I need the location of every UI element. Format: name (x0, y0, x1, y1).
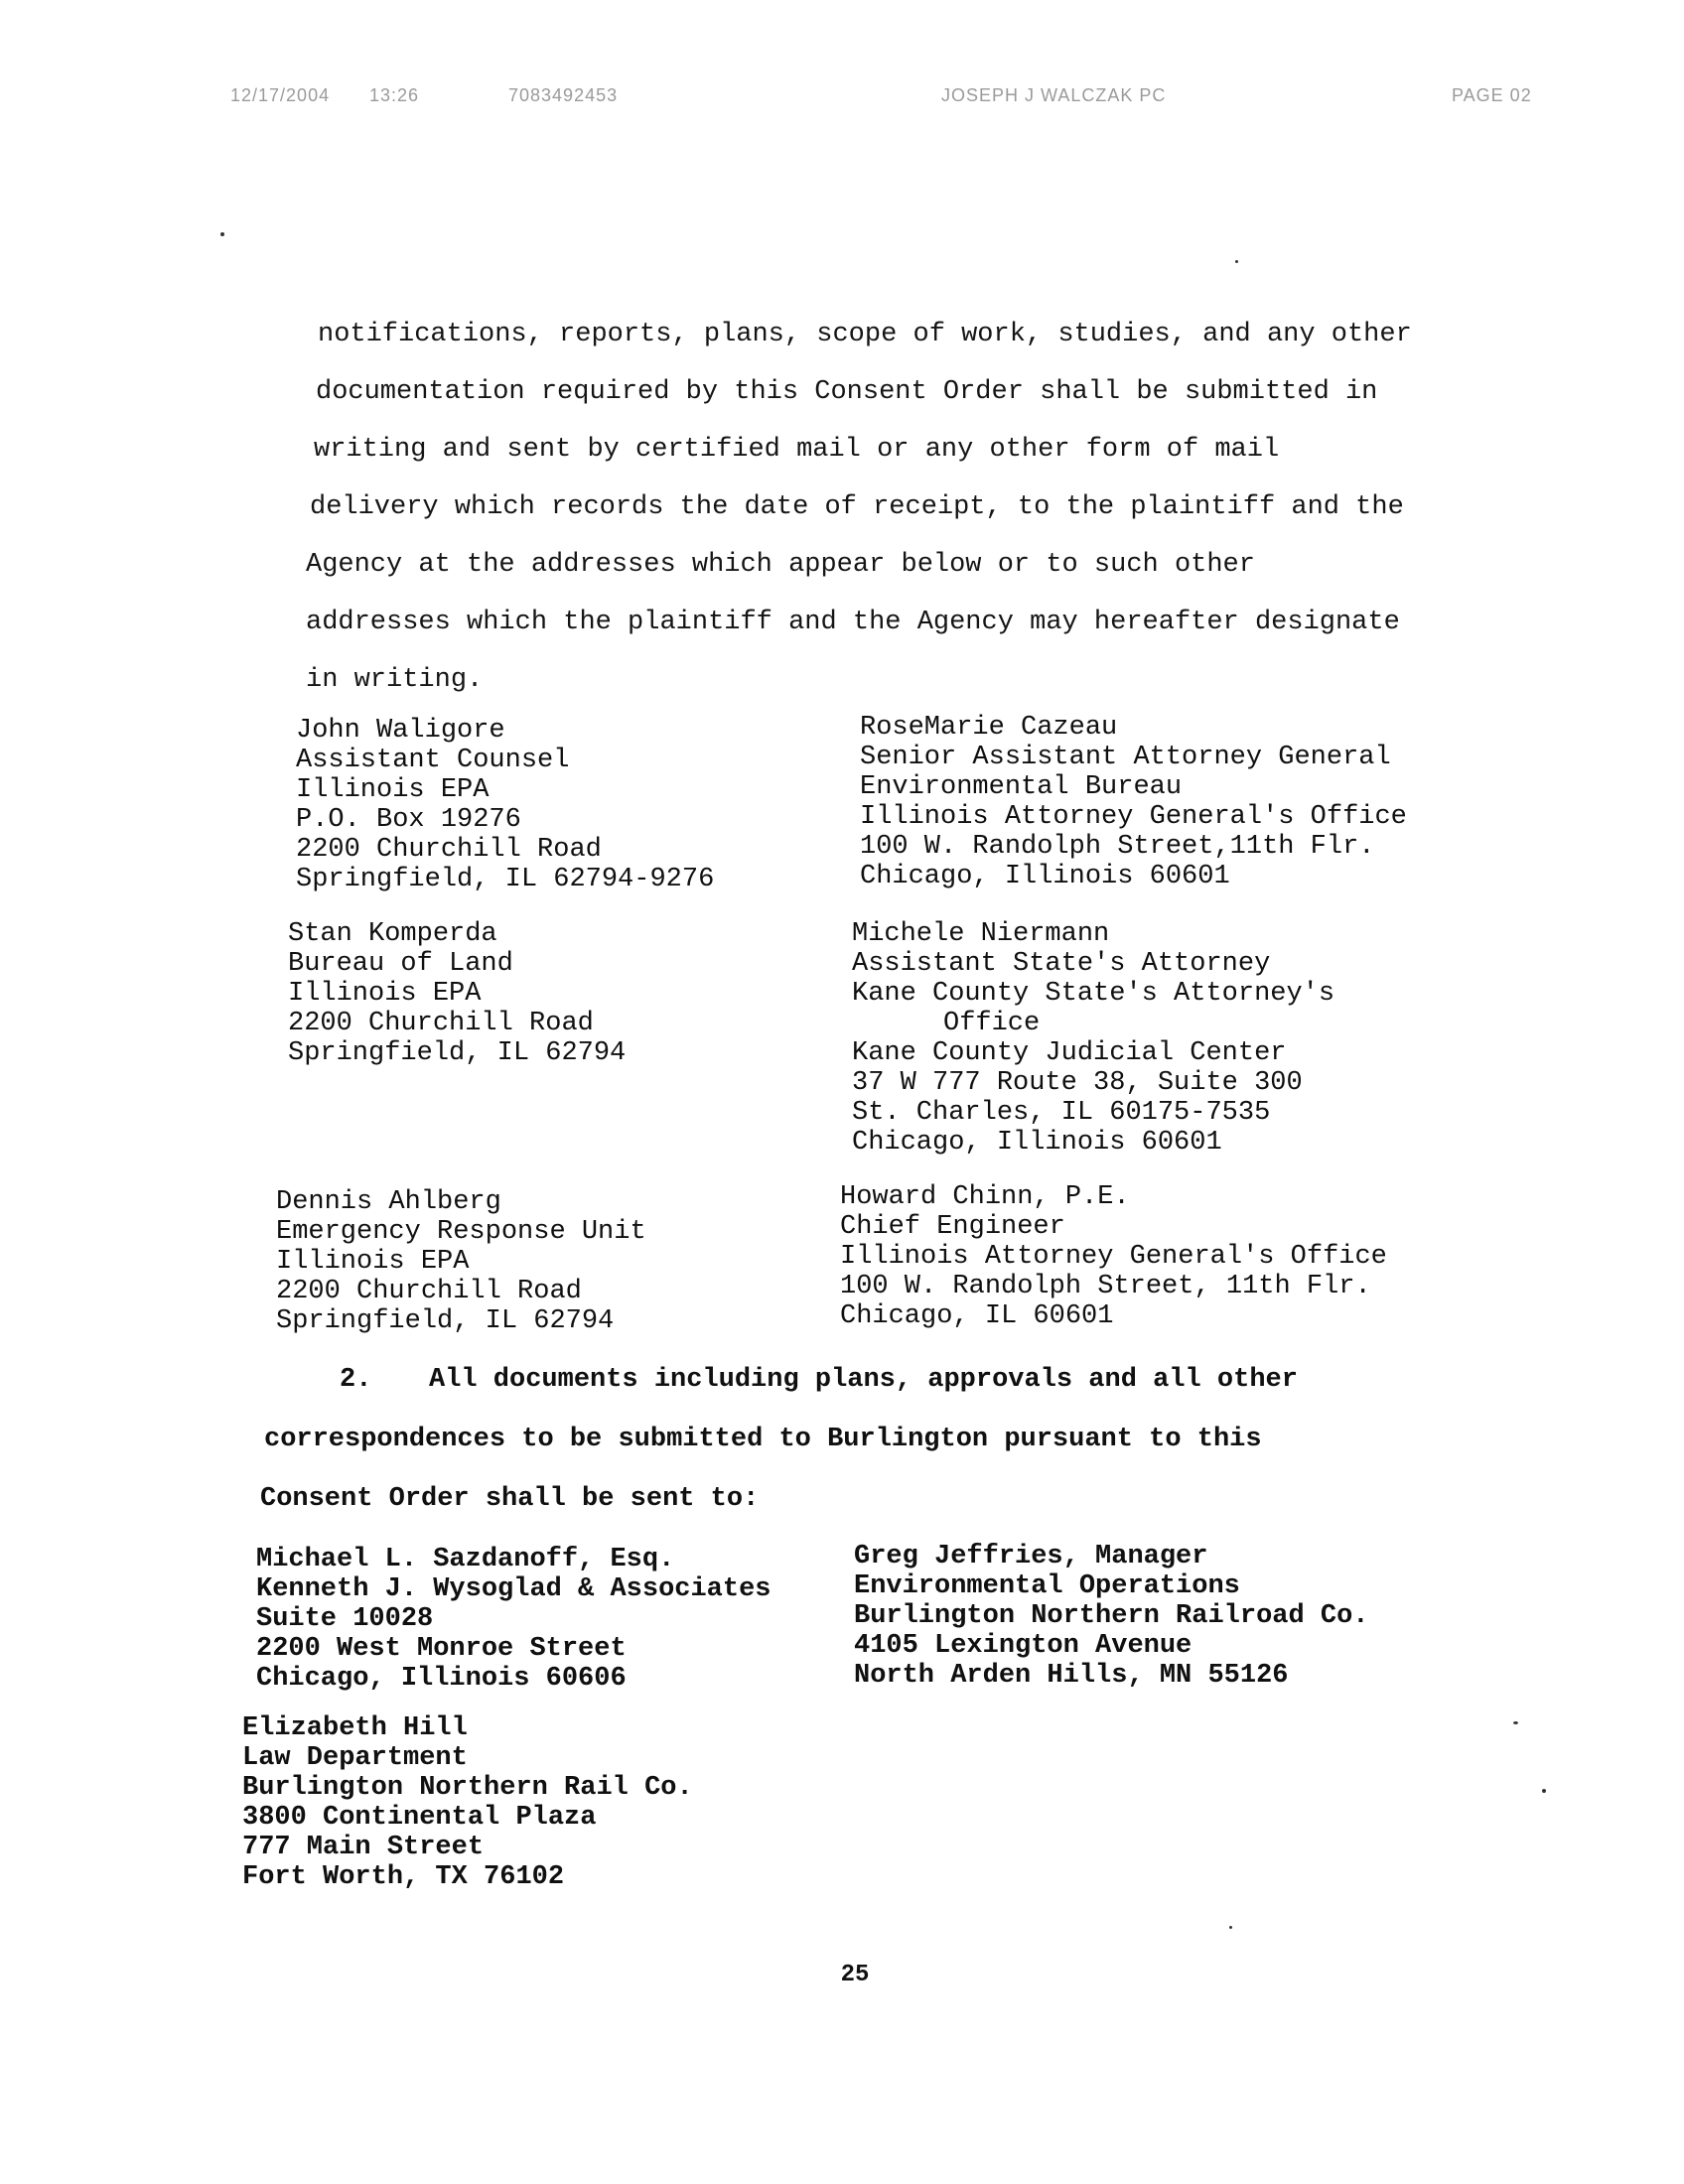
address-line: Emergency Response Unit (276, 1217, 646, 1247)
address-line: Kenneth J. Wysoglad & Associates (256, 1574, 772, 1604)
intro-line: writing and sent by certified mail or any other form of mail (314, 435, 1280, 465)
address-line: Burlington Northern Railroad Co. (854, 1601, 1369, 1631)
address-line: 100 W. Randolph Street,11th Flr. (860, 832, 1375, 862)
address-line: Greg Jeffries, Manager (854, 1542, 1208, 1571)
address-block (296, 716, 714, 894)
intro-line: Agency at the addresses which appear below or to such other (306, 550, 1255, 580)
fax-sender: JOSEPH J WALCZAK PC (941, 85, 1167, 105)
address-line: Chicago, Illinois 60601 (852, 1128, 1222, 1158)
address-line: Chicago, Illinois 60606 (256, 1664, 627, 1694)
address-line: RoseMarie Cazeau (860, 713, 1118, 743)
intro-line: in writing. (306, 665, 484, 695)
address-line: Chicago, IL 60601 (840, 1301, 1114, 1331)
address-line: Senior Assistant Attorney General (860, 743, 1391, 772)
paragraph-text: All documents including plans, approvals and all other (429, 1365, 1298, 1395)
intro-line: notifications, reports, plans, scope of work, studies, and any other (318, 320, 1412, 349)
intro-line: addresses which the plaintiff and the Agency may hereafter designate (306, 608, 1400, 637)
address-block (288, 919, 626, 1068)
address-line: Burlington Northern Rail Co. (242, 1773, 693, 1803)
address-block (852, 919, 1334, 1158)
scan-speck (1235, 260, 1238, 263)
address-line: Illinois EPA (296, 775, 490, 805)
address-line: Illinois Attorney General's Office (860, 802, 1407, 832)
address-line: 2200 Churchill Road (276, 1277, 582, 1306)
address-line: 4105 Lexington Avenue (854, 1631, 1193, 1661)
fax-number: 7083492453 (508, 85, 619, 105)
address-line: Springfield, IL 62794 (288, 1038, 627, 1068)
address-line: Law Department (242, 1743, 468, 1773)
address-line: Michael L. Sazdanoff, Esq. (256, 1545, 675, 1574)
address-line: Illinois EPA (288, 979, 482, 1009)
intro-paragraph (306, 306, 1597, 709)
address-line: 100 W. Randolph Street, 11th Flr. (840, 1272, 1371, 1301)
paragraph-number: 2. (340, 1365, 372, 1395)
address-block (860, 713, 1407, 891)
fax-date: 12/17/2004 (230, 85, 331, 105)
address-line: Fort Worth, TX 76102 (242, 1862, 565, 1892)
address-line: 777 Main Street (242, 1833, 485, 1862)
address-line: 2200 Churchill Road (296, 835, 602, 865)
address-block (276, 1187, 646, 1336)
paragraph-2-line: Consent Order shall be sent to: (260, 1484, 760, 1514)
address-line: 2200 Churchill Road (288, 1009, 594, 1038)
address-line: Kane County Judicial Center (852, 1038, 1287, 1068)
address-line: Suite 10028 (256, 1604, 434, 1634)
address-line: St. Charles, IL 60175-7535 (852, 1098, 1271, 1128)
scan-speck (1542, 1789, 1546, 1793)
address-line: Stan Komperda (288, 919, 497, 949)
address-block (242, 1713, 693, 1892)
address-line: Office (943, 1009, 1041, 1038)
address-line: Bureau of Land (288, 949, 513, 979)
address-line: Elizabeth Hill (242, 1713, 468, 1743)
address-line: Howard Chinn, P.E. (840, 1182, 1130, 1212)
address-block (854, 1542, 1368, 1691)
page-number: 25 (840, 1962, 870, 1988)
fax-header (0, 85, 1684, 115)
address-line: Assistant Counsel (296, 746, 570, 775)
address-line: 3800 Continental Plaza (242, 1803, 597, 1833)
address-line: John Waligore (296, 716, 505, 746)
scan-speck (220, 232, 224, 236)
paragraph-2-line: correspondences to be submitted to Burlington pursuant to this (264, 1425, 1262, 1454)
address-line: 2200 West Monroe Street (256, 1634, 627, 1664)
scan-speck (1513, 1721, 1518, 1724)
address-line: 37 W 777 Route 38, Suite 300 (852, 1068, 1303, 1098)
fax-time: 13:26 (369, 85, 420, 105)
scan-speck (1229, 1926, 1232, 1929)
address-line: Michele Niermann (852, 919, 1110, 949)
address-line: Springfield, IL 62794 (276, 1306, 615, 1336)
address-line: Environmental Operations (854, 1571, 1240, 1601)
address-line: Dennis Ahlberg (276, 1187, 501, 1217)
intro-line: delivery which records the date of receipt, to the plaintiff and the (310, 492, 1404, 522)
address-line: Chicago, Illinois 60601 (860, 862, 1230, 891)
address-line: North Arden Hills, MN 55126 (854, 1661, 1289, 1691)
address-line: Kane County State's Attorney's (852, 979, 1335, 1009)
address-line: Illinois EPA (276, 1247, 470, 1277)
address-line: Chief Engineer (840, 1212, 1065, 1242)
intro-line: documentation required by this Consent Order shall be submitted in (316, 377, 1378, 407)
address-line: Assistant State's Attorney (852, 949, 1271, 979)
paragraph-2-first-line (340, 1350, 1298, 1410)
address-line: P.O. Box 19276 (296, 805, 521, 835)
address-block (256, 1545, 771, 1694)
address-block (840, 1182, 1387, 1331)
address-line: Springfield, IL 62794-9276 (296, 865, 715, 894)
fax-page: PAGE 02 (1452, 85, 1532, 105)
address-line: Environmental Bureau (860, 772, 1183, 802)
address-line: Illinois Attorney General's Office (840, 1242, 1387, 1272)
